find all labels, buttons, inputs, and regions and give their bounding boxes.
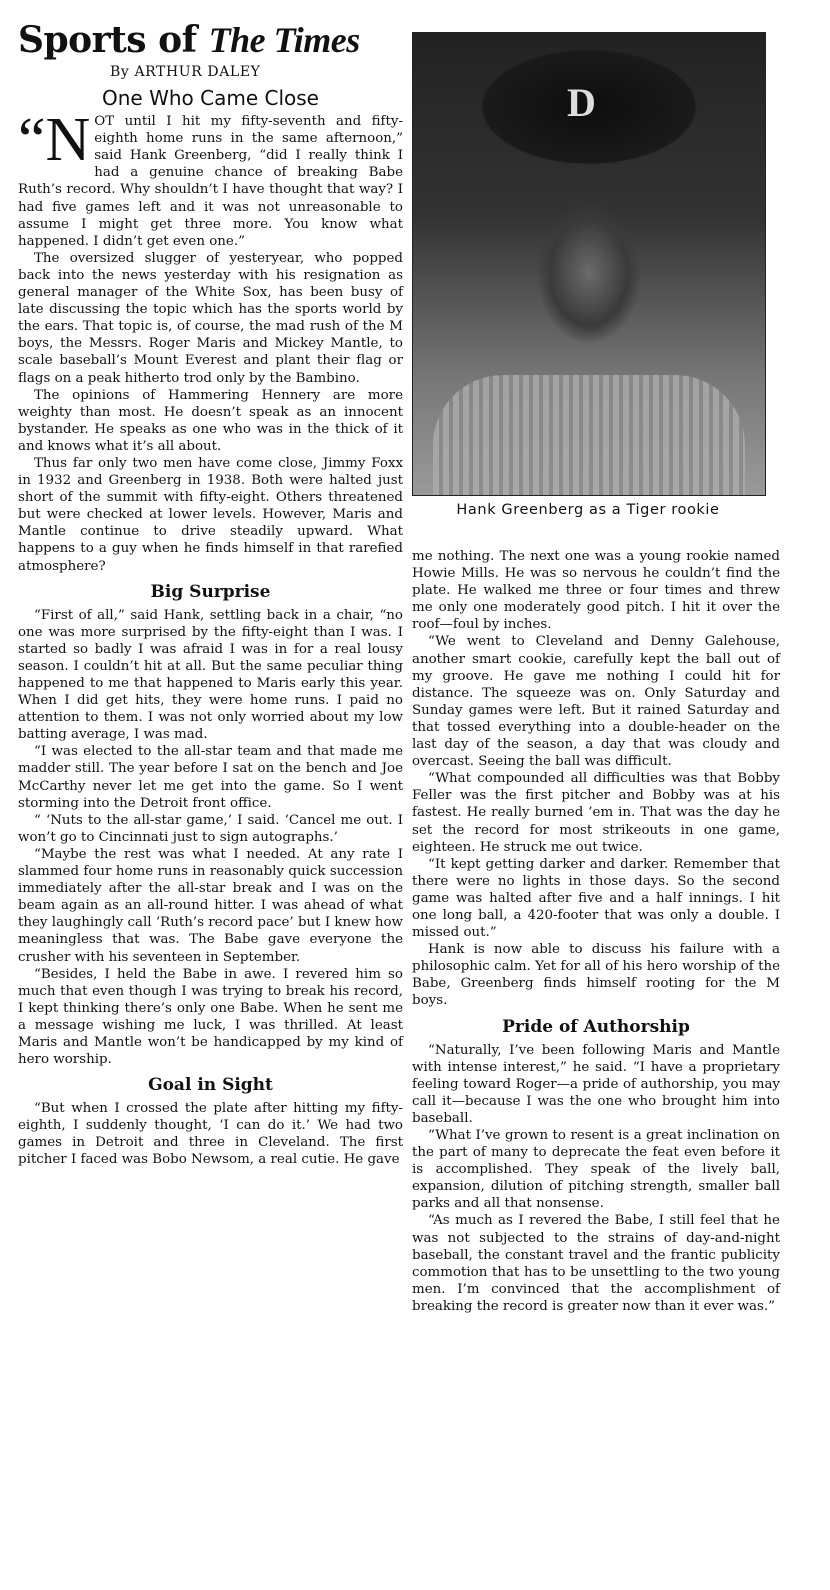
paragraph: “We went to Cleveland and Denny Galehouse, another smart cookie, carefully kept the ball out of my groove. He gave me nothing I could hit for distance. The squeeze was on. Only Saturday and Sunday games were left. But it rained Saturday and that tossed everything into a double-header on the last day of the season, a day that was cloudy and overcast. Seeing the ball was difficult. bbox=[412, 634, 780, 770]
paragraph: The opinions of Hammering Hennery are more weighty than most. He doesn’t speak as an innocent bystander. He speaks as one who was in the thick of it and knows what it’s all about. bbox=[18, 387, 403, 454]
paragraph: “But when I crossed the plate after hitting my fifty-eighth, I suddenly thought, ‘I can do it.’ We had two games in Detroit and three in Cleveland. The first pitcher I faced was Bobo Newsom, a real cutie. He gave bbox=[18, 1101, 403, 1168]
paragraph: me nothing. The next one was a young rookie named Howie Mills. He was so nervous he couldn’t find the plate. He walked me three or four times and threw me only one moderately good pitch. I hit it over the roof—foul by inches. bbox=[412, 549, 780, 633]
jersey-shape bbox=[433, 375, 745, 495]
paragraph: “First of all,” said Hank, settling back in a chair, “no one was more surprised by the fifty-eight than I was. I started so badly I was afraid I was in for a real lousy season. I couldn’t hit at all. But the same peculiar thing happened to me that happened to Maris early this year. When I did get hits, they were home runs. I paid no attention to them. I was not only worried about my low batting average, I was mad. bbox=[18, 607, 403, 743]
paragraph: “I was elected to the all-star team and that made me madder still. The year before I sat on the bench and Joe McCarthy never let me get into the game. So I went storming into the Detroit front office. bbox=[18, 744, 403, 811]
byline: By ARTHUR DALEY bbox=[110, 64, 261, 80]
paragraph: The oversized slugger of yesteryear, who popped back into the news yesterday with his resignation as general manager of the White Sox, has been busy of late discussing the topic which has the sports world by the ears. That topic is, of course, the mad rush of the M boys, the Messrs. Roger Maris and Mickey Mantle, to scale baseball’s Mount Everest and plant their flag or flags on a peak hitherto trod only by the Bambino. bbox=[18, 250, 403, 386]
drop-cap: “N bbox=[18, 106, 91, 175]
paragraph: “Naturally, I’ve been following Maris and Mantle with intense interest,” he said. “I have a proprietary feeling toward Roger—a pride of authorship, you may call it—because I was the one who brought him into baseball. bbox=[412, 1042, 780, 1126]
photo-caption: Hank Greenberg as a Tiger rookie bbox=[456, 502, 720, 518]
masthead: Sports of The Times bbox=[18, 19, 360, 61]
cap-logo: D bbox=[567, 80, 596, 125]
paragraph: “Besides, I held the Babe in awe. I revered him so much that even though I was trying to break his record, I kept thinking there’s only one Babe. When he sent me a message wishing me luck, I was thrilled. At least Maris and Mantle won’t be handicapped by my kind of hero worship. bbox=[18, 966, 403, 1068]
paragraph: “Maybe the rest was what I needed. At any rate I slammed four home runs in reasonably quick succession immediately after the all-star break and I was on the beam again as an all-round hitter. I was ahead of what they laughingly call ‘Ruth’s record pace’ but I knew how meaningless that was. The Babe gave everyone the crusher with his seventeen in September. bbox=[18, 846, 403, 965]
paragraph: “What compounded all difficulties was that Bobby Feller was the first pitcher and Bobby was at his fastest. He really burned ’em in. That was the day he set the record for most strikeouts in one game, eighteen. He struck me out twice. bbox=[412, 771, 780, 855]
paragraph: “As much as I revered the Babe, I still feel that he was not subjected to the strains of day-and-night baseball, the constant travel and the frantic publicity commotion that has to be unsettling to the two young men. I’m convinced that the accomplishment of breaking the record is greater now than it ever was.” bbox=[412, 1213, 780, 1314]
paragraph: “What I’ve grown to resent is a great inclination on the part of many to deprecate the feat even before it is accomplished. They speak of the lively ball, expansion, dilution of pitching strength, smaller ball parks and all that nonsense. bbox=[412, 1128, 780, 1212]
column-right bbox=[412, 548, 780, 1315]
headline: One Who Came Close bbox=[102, 86, 319, 111]
lead-paragraph: “NOT until I hit my fifty-seventh and fifty-eighth home runs in the same afternoon,” said Hank Greenberg, “did I really think I had a genuine chance of breaking Babe Ruth’s record. Why shouldn’t I have thought that way? I had five games left and it was not unreasonable to assume I might get three more. You know what happened. I didn’t get even one.” bbox=[18, 106, 403, 249]
greenberg-photo bbox=[412, 32, 766, 496]
subhead-goal-in-sight: Goal in Sight bbox=[148, 1075, 273, 1096]
paragraph: Hank is now able to discuss his failure with a philosophic calm. Yet for all of his hero worship of the Babe, Greenberg finds himself rooting for the M boys. bbox=[412, 942, 780, 1009]
paragraph: Thus far only two men have come close, Jimmy Foxx in 1932 and Greenberg in 1938. Both were halted just short of the summit with fifty-eight. Others threatened but were checked at lower levels. However, Maris and Mantle continue to drive steadily upward. What happens to a guy when he finds himself in that rarefied atmosphere? bbox=[18, 455, 403, 574]
subhead-big-surprise: Big Surprise bbox=[150, 581, 271, 602]
paragraph: “It kept getting darker and darker. Remember that there were no lights in those days. So the second game was halted after five and a half innings. I hit one long ball, a 420-footer that was only a double. I missed out.” bbox=[412, 856, 780, 941]
column-left bbox=[18, 0, 403, 1169]
paragraph: “ ‘Nuts to the all-star game,’ I said. ‘Cancel me out. I won’t go to Cincinnati just to sign autographs.’ bbox=[18, 812, 403, 845]
subhead-pride-of-authorship: Pride of Authorship bbox=[502, 1016, 690, 1037]
